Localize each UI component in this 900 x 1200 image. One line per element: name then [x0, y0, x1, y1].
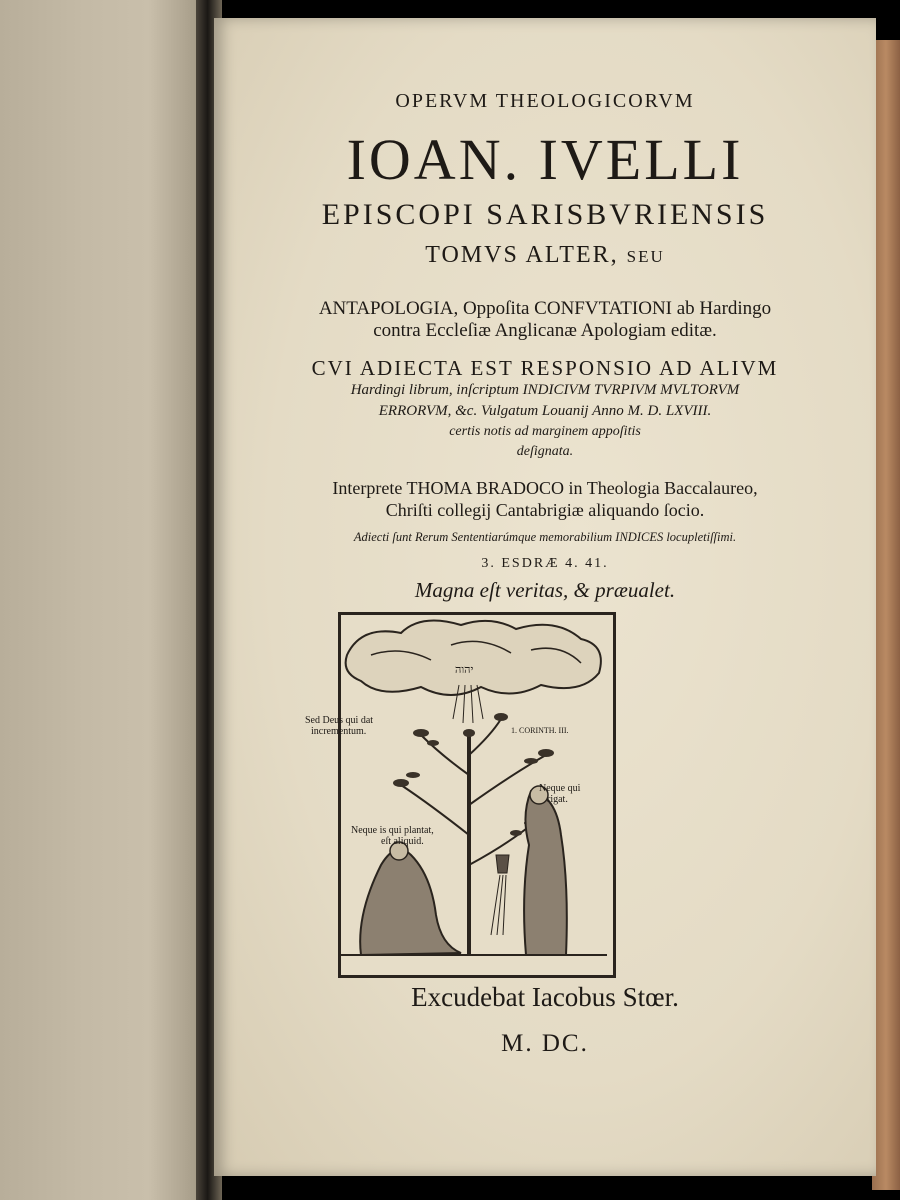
watering-pot	[496, 855, 509, 873]
antapologia-line-1: ANTAPOLOGIA, Oppoſita CONFVTATIONI ab Hardingo	[318, 298, 772, 319]
woodcut-label-left-top-2: incrementum.	[311, 726, 367, 737]
author-name: IOAN. IVELLI	[346, 127, 744, 192]
title-page	[214, 18, 876, 1176]
volume-line: TOMVS ALTER, ſeu	[425, 242, 665, 268]
bishop-line: EPISCOPI SARISBVRIENSIS	[321, 198, 769, 231]
tetragrammaton: יהוה	[455, 664, 474, 676]
interpreter-line-2: Chriſti collegij Cantabrigiæ aliquando ſocio.	[385, 500, 705, 520]
watering-figure	[524, 791, 567, 955]
woodcut-label-left-2: eſt aliquid.	[381, 836, 424, 847]
imprint-line: Excudebat Iacobus Stœr.	[411, 982, 679, 1012]
responsio-line-4: certis notis ad marginem appoſitis	[449, 424, 641, 439]
woodcut-illustration	[305, 612, 616, 978]
page-fore-edge	[872, 40, 900, 1190]
woodcut-label-left-1: Neque is qui plantat,	[351, 825, 434, 836]
water-streams	[491, 875, 506, 935]
responsio-line-1: CVI ADIECTA EST RESPONSIO AD ALIVM	[311, 356, 779, 380]
planting-figure	[360, 849, 461, 955]
woodcut-label-right-top: 1. CORINTH. III.	[511, 726, 569, 735]
interpreter-line-1: Interprete THOMA BRADOCO in Theologia Baccalaureo,	[332, 478, 758, 498]
cloud	[346, 621, 601, 696]
responsio-line-5: deſignata.	[516, 444, 574, 459]
woodcut-label-right-1: Neque qui	[539, 783, 581, 794]
indices-line: Adiecti ſunt Rerum Sententiarúmque memorabilium INDICES locupletiſſimi.	[353, 530, 737, 544]
scripture-reference: 3. ESDRÆ 4. 41.	[481, 556, 609, 571]
publication-date: M. DC.	[501, 1030, 589, 1057]
header-line: OPERVM THEOLOGICORVM	[395, 90, 695, 112]
responsio-line-2: Hardingi librum, inſcriptum INDICIVM TVRPIVM MVLTORVM	[350, 382, 740, 398]
motto: Magna eſt veritas, & præualet.	[414, 578, 676, 602]
woodcut-label-right-2: rigat.	[547, 794, 568, 805]
woodcut-label-left-top-1: Sed Deus qui dat	[305, 715, 374, 726]
responsio-line-3: ERRORVM, &c. Vulgatum Louanij Anno M. D. LXVIII.	[378, 403, 712, 419]
antapologia-line-2: contra Eccleſiæ Anglicanæ Apologiam editæ.	[373, 320, 717, 341]
left-blank-page	[0, 0, 212, 1200]
